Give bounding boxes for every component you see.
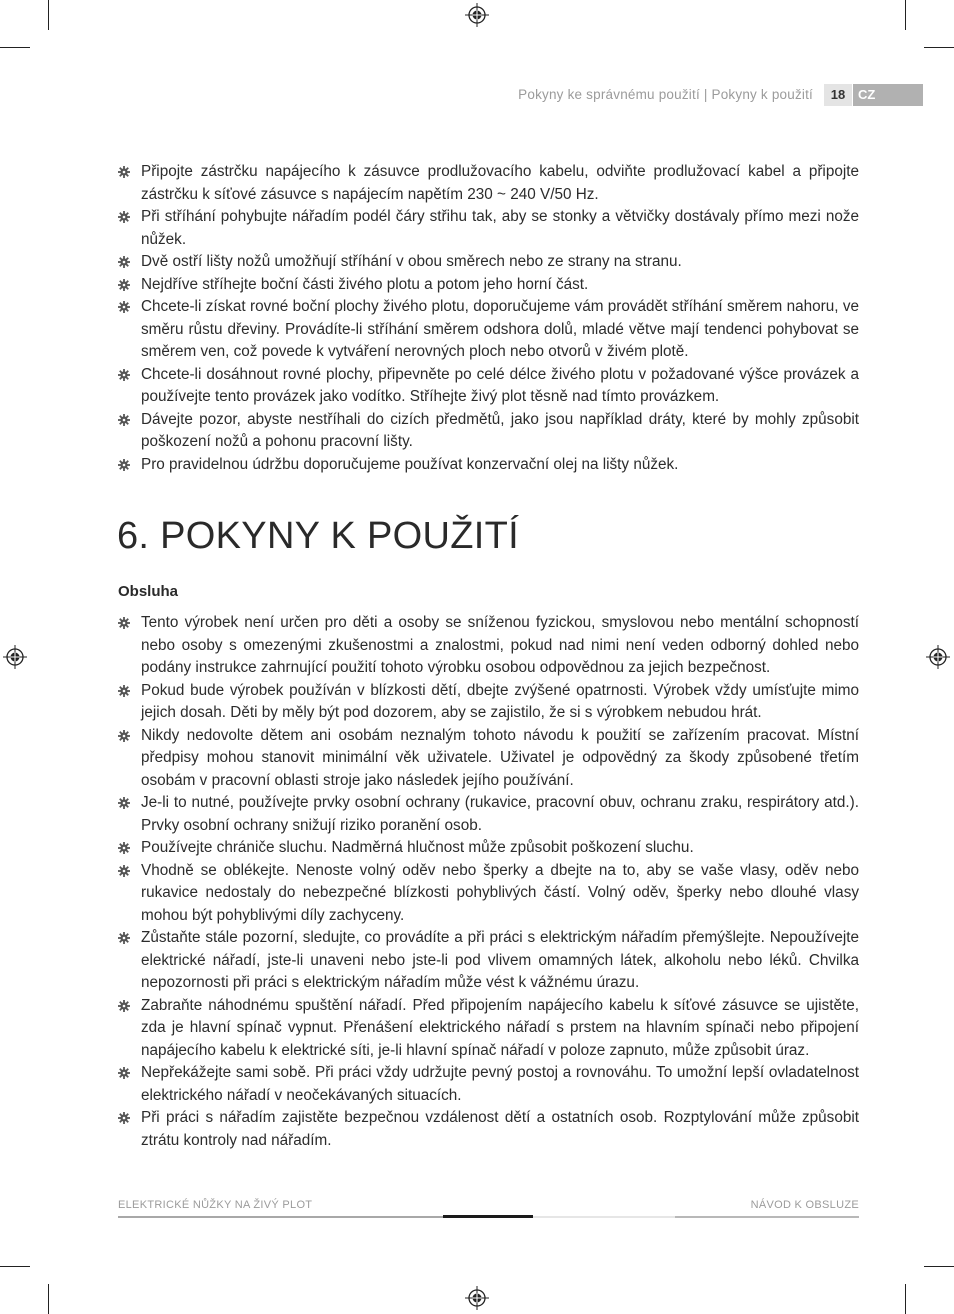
list-item-text: Připojte zástrčku napájecího k zásuvce prodlužovacího kabelu, odviňte prodlužovací kabel a připojte zástrčku k síťové zásuvce s napájecím napětím 230 ~ 240 V/50 Hz. bbox=[141, 163, 859, 203]
running-title: Pokyny ke správnému použití | Pokyny k použití bbox=[518, 87, 813, 102]
crop-mark bbox=[905, 0, 906, 30]
footer-product-name: ELEKTRICKÉ NŮŽKY NA ŽIVÝ PLOT bbox=[118, 1199, 313, 1211]
gear-bullet-icon bbox=[118, 730, 130, 742]
intro-bullet-list bbox=[118, 161, 859, 476]
gear-bullet-icon bbox=[118, 932, 130, 944]
crop-mark bbox=[0, 47, 30, 48]
list-item-text: Je-li to nutné, používejte prvky osobní ochrany (rukavice, pracovní obuv, ochranu zraku, respirátory atd.). Prvky osobní ochrany snižují riziko poranění osob. bbox=[141, 794, 859, 834]
list-item bbox=[118, 837, 859, 860]
crop-mark bbox=[924, 47, 954, 48]
gear-bullet-icon bbox=[118, 211, 130, 223]
list-item bbox=[118, 995, 859, 1063]
gear-bullet-icon bbox=[118, 459, 130, 471]
gear-bullet-icon bbox=[118, 166, 130, 178]
crop-mark bbox=[48, 1284, 49, 1314]
list-item bbox=[118, 161, 859, 206]
operation-bullet-list bbox=[118, 612, 859, 1152]
list-item-text: Dvě ostří lišty nožů umožňují stříhání v obou směrech nebo ze strany na stranu. bbox=[141, 253, 682, 270]
page-header bbox=[118, 84, 923, 106]
gear-bullet-icon bbox=[118, 1112, 130, 1124]
gear-bullet-icon bbox=[118, 256, 130, 268]
list-item-text: Chcete-li dosáhnout rovné plochy, připevněte po celé délce živého plotu v požadované výšce provázek a používejte tento provázek jako vodítko. Stříhejte živý plot těsně nad tímto provázkem. bbox=[141, 365, 859, 405]
list-item-text: Pokud bude výrobek používán v blízkosti dětí, dbejte zvýšené opatrnosti. Výrobek vždy umísťujte mimo jejich dosah. Děti by měly být pod dozorem, aby se zajistilo, že si s výrobkem nebudou hrát. bbox=[141, 681, 859, 721]
list-item-text: Nikdy nedovolte dětem ani osobám neznalým tohoto návodu k použití se zařízením pracovat. Místní předpisy mohou stanovit minimální věk uživatele. Uživatel je odpovědný za škody způsobené třetím osobám v pracovní oblasti stroje jako následek jejího používání. bbox=[141, 726, 859, 789]
list-item-text: Chcete-li získat rovné boční plochy živého plotu, doporučujeme vám provádět stříhání směrem nahoru, ve směru růstu dřeviny. Provádíte-li stříhání směrem odshora dolů, mladé větve mají tendenci pohybovat se směrem ven, což povede k vytváření nerovných ploch nebo otvorů v živém plotě. bbox=[141, 298, 859, 360]
list-item bbox=[118, 680, 859, 725]
list-item-text: Pro pravidelnou údržbu doporučujeme používat konzervační olej na lišty nůžek. bbox=[141, 455, 679, 473]
list-item bbox=[118, 296, 859, 364]
gear-bullet-icon bbox=[118, 279, 130, 291]
footer-rule bbox=[443, 1215, 533, 1218]
registration-mark-icon bbox=[926, 645, 950, 669]
list-item bbox=[118, 860, 859, 928]
list-item bbox=[118, 612, 859, 680]
crop-mark bbox=[48, 0, 49, 30]
crop-mark bbox=[924, 1266, 954, 1267]
gear-bullet-icon bbox=[118, 1000, 130, 1012]
list-item-text: Zabraňte náhodnému spuštění nářadí. Před připojením napájecího kabelu k síťové zásuvce se ujistěte, zda je hlavní spínač vypnut. Přenášení elektrického nářadí s prstem na hlavním spínači nebo připojení napájecího kabelu k elektrické síti, je-li hlavní spínač nářadí v poloze zapnuto, může způsobit úraz. bbox=[141, 996, 859, 1059]
list-item-text: Zůstaňte stále pozorní, sledujte, co provádíte a při práci s elektrickým nářadím přemýšlejte. Nepoužívejte elektrické nářadí, jste-li unaveni nebo jste-li pod vlivem omamných látek, alkoholu nebo léků. Chvilka nepozornosti při práci s elektrickým nářadím může vést k vážnému úrazu. bbox=[141, 929, 859, 991]
footer-rule bbox=[533, 1216, 675, 1218]
registration-mark-icon bbox=[465, 1286, 489, 1310]
list-item bbox=[118, 364, 859, 409]
list-item-text: Nejdříve stříhejte boční části živého plotu a potom jeho horní část. bbox=[141, 275, 589, 293]
page-number: 18 bbox=[824, 84, 852, 106]
list-item bbox=[118, 792, 859, 837]
gear-bullet-icon bbox=[118, 797, 130, 809]
list-item bbox=[118, 1107, 859, 1152]
footer-rule bbox=[675, 1216, 859, 1218]
list-item-text: Při práci s nářadím zajistěte bezpečnou vzdálenost dětí a ostatních osob. Rozptylování může způsobit ztrátu kontroly nad nářadím. bbox=[141, 1109, 859, 1149]
list-item-text: Vhodně se oblékejte. Nenoste volný oděv nebo šperky a dbejte na to, aby se vaše vlasy, oděv nebo rukavice nedostaly do nebezpečné blízkosti pohyblivých částí. Volný oděv, šperky nebo dlouhé vlasy mohou být pohyblivými díly zachyceny. bbox=[141, 861, 859, 924]
list-item bbox=[118, 251, 859, 274]
gear-bullet-icon bbox=[118, 1067, 130, 1079]
section-subheading: Obsluha bbox=[118, 583, 179, 600]
list-item bbox=[118, 927, 859, 995]
gear-bullet-icon bbox=[118, 685, 130, 697]
list-item-text: Nepřekážejte sami sobě. Při práci vždy udržujte pevný postoj a rovnováhu. To umožní lepší ovladatelnost elektrického nářadí v neočekávaných situacích. bbox=[141, 1064, 859, 1104]
list-item bbox=[118, 1062, 859, 1107]
gear-bullet-icon bbox=[118, 301, 130, 313]
list-item-text: Dávejte pozor, abyste nestříhali do cizích předmětů, jako jsou například dráty, které by mohly způsobit poškození nožů a pohonu pracovní lišty. bbox=[141, 410, 859, 450]
list-item-text: Používejte chrániče sluchu. Nadměrná hlučnost může způsobit poškození sluchu. bbox=[141, 839, 694, 856]
list-item-text: Při stříhání pohybujte nářadím podél čáry střihu tak, aby se stonky a větvičky dostávaly přímo mezi nože nůžek. bbox=[141, 208, 859, 248]
gear-bullet-icon bbox=[118, 617, 130, 629]
registration-mark-icon bbox=[3, 645, 27, 669]
gear-bullet-icon bbox=[118, 842, 130, 854]
crop-mark bbox=[905, 1284, 906, 1314]
registration-mark-icon bbox=[465, 3, 489, 27]
language-badge: CZ bbox=[853, 84, 923, 106]
footer-doc-type: NÁVOD K OBSLUZE bbox=[750, 1199, 859, 1211]
list-item bbox=[118, 206, 859, 251]
section-title: 6. POKYNY K POUŽITÍ bbox=[117, 515, 519, 557]
gear-bullet-icon bbox=[118, 369, 130, 381]
list-item bbox=[118, 725, 859, 793]
footer-rule bbox=[118, 1216, 443, 1218]
list-item bbox=[118, 274, 859, 297]
crop-mark bbox=[0, 1266, 30, 1267]
gear-bullet-icon bbox=[118, 414, 130, 426]
list-item-text: Tento výrobek není určen pro děti a osoby se sníženou fyzickou, smyslovou nebo mentální schopností nebo osoby s omezenými zkušenostmi a znalostmi, pokud nad nimi není veden odborný dohled nebo podány instrukce zahrnující použití tohoto výrobku osobou odpovědnou za jejich bezpečnost. bbox=[141, 614, 859, 676]
list-item bbox=[118, 409, 859, 454]
gear-bullet-icon bbox=[118, 865, 130, 877]
list-item bbox=[118, 454, 859, 477]
